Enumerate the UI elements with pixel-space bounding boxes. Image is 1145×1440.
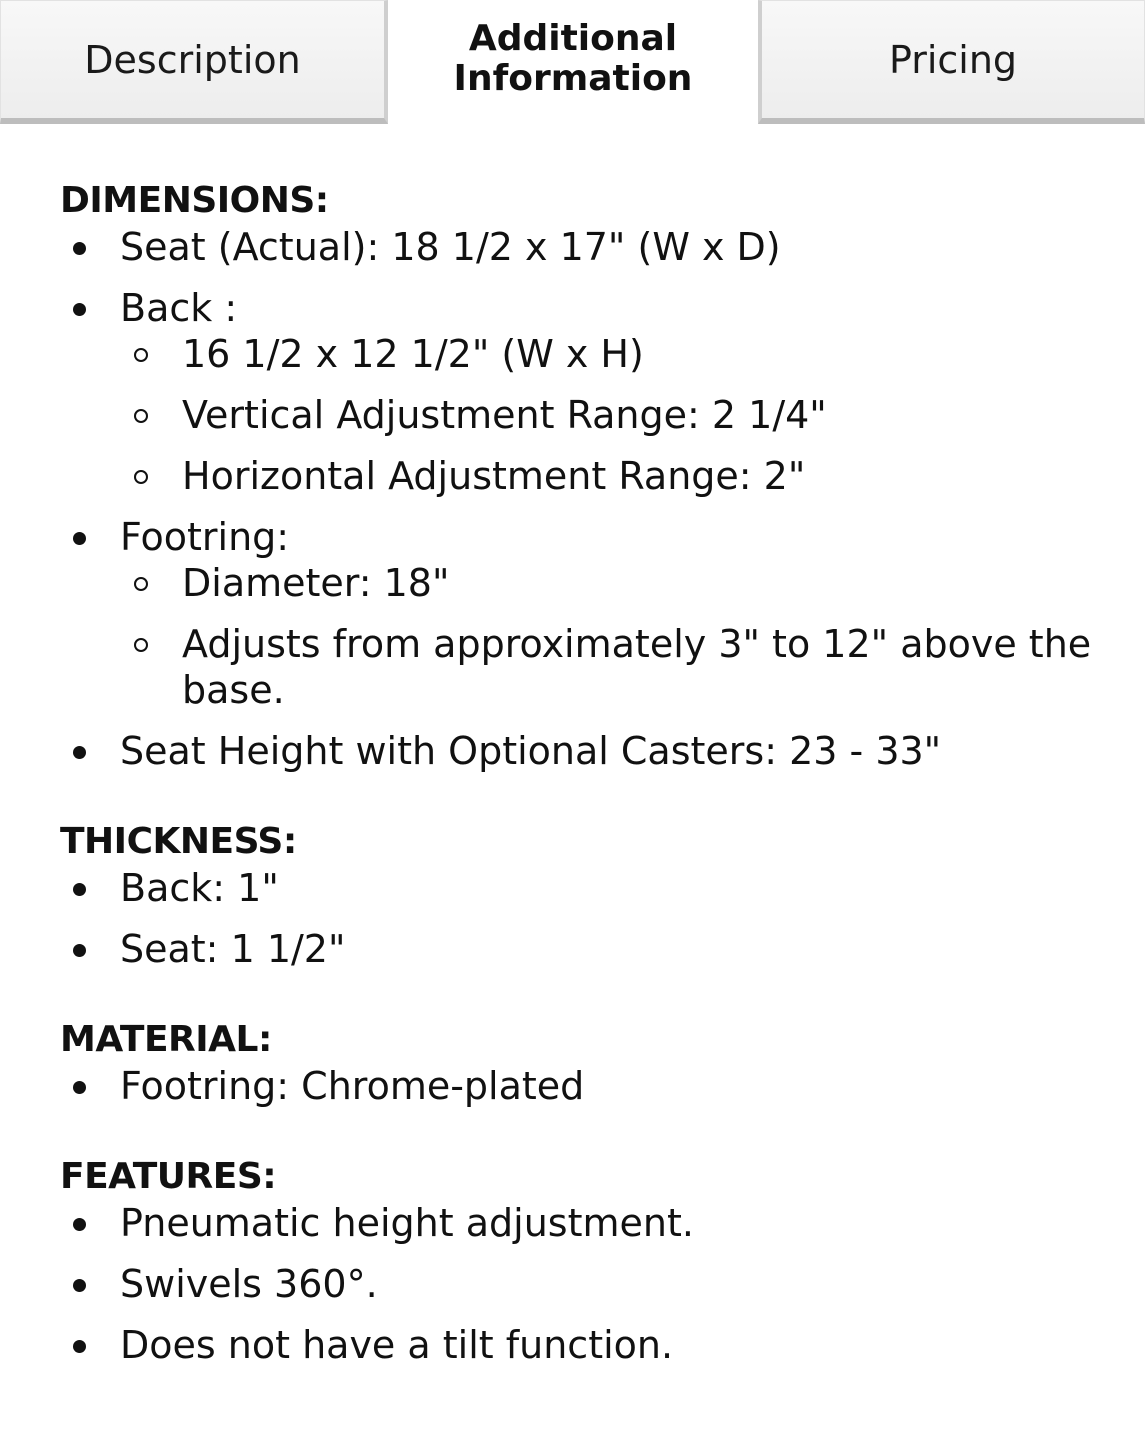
back-sublist: [120, 331, 1120, 499]
material-section: [60, 1017, 1120, 1109]
features-heading: FEATURES:: [60, 1156, 277, 1197]
tab-description-label: Description: [84, 37, 301, 82]
list-item: Seat: 1 1/2": [60, 926, 1120, 972]
tab-label-line-2: Information: [453, 58, 693, 99]
dimensions-list: [60, 224, 1120, 774]
list-item: Does not have a tilt function.: [60, 1322, 1120, 1368]
features-list: [60, 1200, 1120, 1368]
tab-description[interactable]: [0, 0, 388, 124]
sublist-item: Adjusts from approximately 3" to 12" above the base.: [120, 621, 1120, 713]
sublist-item: Vertical Adjustment Range: 2 1/4": [120, 392, 1120, 438]
list-item: Footring: Chrome-plated: [60, 1063, 1120, 1109]
tab-label-line-1: Additional: [468, 18, 678, 59]
tab-additional-information[interactable]: [388, 0, 758, 124]
thickness-section: [60, 819, 1120, 972]
list-item: Seat Height with Optional Casters: 23 - 33": [60, 728, 1120, 774]
list-item: Back: 1": [60, 865, 1120, 911]
additional-information-panel: [60, 178, 1120, 1413]
material-list: [60, 1063, 1120, 1109]
sublist-item: Diameter: 18": [120, 560, 1120, 606]
back-label: Back :: [120, 286, 238, 330]
list-item: Swivels 360°.: [60, 1261, 1120, 1307]
list-item: Pneumatic height adjustment.: [60, 1200, 1120, 1246]
list-item: [60, 285, 1120, 499]
dimensions-section: [60, 178, 1120, 774]
dimensions-heading: DIMENSIONS:: [60, 180, 329, 221]
features-section: [60, 1154, 1120, 1368]
thickness-heading: THICKNESS:: [60, 821, 297, 862]
list-item: [60, 514, 1120, 713]
material-heading: MATERIAL:: [60, 1019, 272, 1060]
sublist-item: 16 1/2 x 12 1/2" (W x H): [120, 331, 1120, 377]
tab-additional-information-label: [454, 19, 693, 99]
tab-pricing-label: Pricing: [888, 37, 1018, 82]
tab-bar: [0, 0, 1145, 124]
tab-pricing[interactable]: [758, 0, 1145, 124]
thickness-list: [60, 865, 1120, 972]
sublist-item: Horizontal Adjustment Range: 2": [120, 453, 1120, 499]
footring-label: Footring:: [120, 515, 290, 559]
list-item: Seat (Actual): 18 1/2 x 17" (W x D): [60, 224, 1120, 270]
footring-sublist: [120, 560, 1120, 713]
